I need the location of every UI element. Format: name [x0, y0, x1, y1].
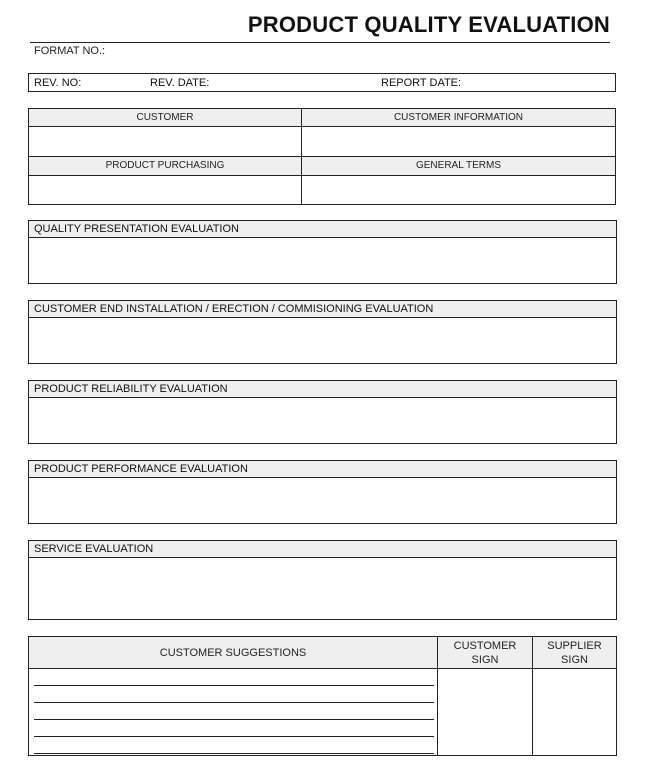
reliability-field[interactable]	[29, 398, 616, 443]
customer-suggestions-header	[29, 637, 438, 669]
customer-suggestions-field[interactable]	[29, 669, 438, 755]
customer-info-grid	[28, 108, 616, 205]
format-no-label: FORMAT NO.:	[34, 45, 106, 57]
customer-information-header: CUSTOMER INFORMATION	[302, 109, 615, 127]
installation-section	[28, 300, 617, 364]
customer-suggestions-label: CUSTOMER SUGGESTIONS	[159, 647, 307, 659]
section-header: PRODUCT RELIABILITY EVALUATION	[29, 381, 616, 398]
section-header: SERVICE EVALUATION	[29, 541, 616, 558]
supplier-sign-label-line1: SUPPLIER	[547, 640, 602, 652]
writing-line	[34, 702, 434, 703]
installation-field[interactable]	[29, 318, 616, 363]
customer-sign-label-line1: CUSTOMER	[453, 640, 517, 652]
product-purchasing-header: PRODUCT PURCHASING	[29, 157, 302, 176]
writing-line	[34, 685, 434, 686]
title-divider	[30, 42, 610, 43]
section-header: QUALITY PRESENTATION EVALUATION	[29, 221, 616, 238]
section-header: CUSTOMER END INSTALLATION / ERECTION / COMMISIONING EVALUATION	[29, 301, 616, 318]
supplier-sign-field[interactable]	[533, 669, 616, 755]
service-section	[28, 540, 617, 620]
writing-line	[34, 753, 434, 754]
general-terms-header: GENERAL TERMS	[302, 157, 615, 176]
page-title: PRODUCT QUALITY EVALUATION	[247, 12, 610, 37]
reliability-section	[28, 380, 617, 444]
section-header: PRODUCT PERFORMANCE EVALUATION	[29, 461, 616, 478]
customer-field[interactable]	[29, 127, 302, 157]
performance-section	[28, 460, 617, 524]
customer-sign-label-line2: SIGN	[471, 654, 499, 666]
customer-sign-header	[438, 637, 533, 669]
product-purchasing-field[interactable]	[29, 176, 302, 204]
supplier-sign-label-line2: SIGN	[561, 654, 588, 666]
performance-field[interactable]	[29, 478, 616, 523]
service-field[interactable]	[29, 558, 616, 619]
revision-row	[28, 73, 616, 92]
writing-line	[34, 736, 434, 737]
rev-no-label: REV. NO:	[34, 77, 82, 89]
customer-header: CUSTOMER	[29, 109, 302, 127]
quality-presentation-field[interactable]	[29, 238, 616, 283]
supplier-sign-header	[533, 637, 616, 669]
general-terms-field[interactable]	[302, 176, 615, 204]
writing-line	[34, 719, 434, 720]
suggestions-signature-table	[28, 636, 617, 756]
report-date-label: REPORT DATE:	[381, 77, 462, 89]
rev-date-label: REV. DATE:	[150, 77, 210, 89]
customer-sign-field[interactable]	[438, 669, 533, 755]
quality-presentation-section	[28, 220, 617, 284]
customer-information-field[interactable]	[302, 127, 615, 157]
